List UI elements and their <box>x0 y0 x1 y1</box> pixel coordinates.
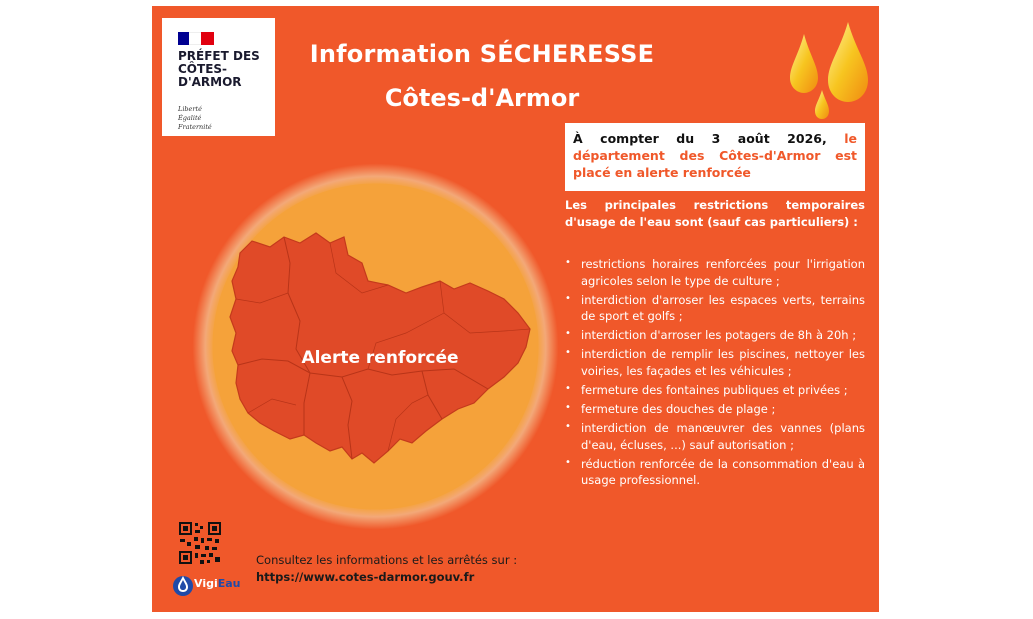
bullet-icon: • <box>565 347 571 359</box>
list-item: • interdiction d'arroser les espaces verts, terrains de sport et golfs ; <box>565 292 865 324</box>
bullet-icon: • <box>565 456 571 468</box>
restrictions-list <box>565 256 865 491</box>
consult-info <box>256 552 526 586</box>
water-drops-icon <box>784 20 874 120</box>
qr-code-icon[interactable] <box>178 521 222 565</box>
bullet-icon: • <box>565 421 571 433</box>
consult-text: Consultez les informations et les arrêtés sur : <box>256 553 518 567</box>
notice-status: le département des Côtes-d'Armor est placé en alerte renforcée <box>573 131 857 180</box>
restrictions-intro: Les principales restrictions temporaires d'usage de l'eau sont (sauf cas particuliers) : <box>565 198 865 229</box>
republic-motto: Liberté Égalité Fraternité <box>178 105 212 131</box>
list-item: • interdiction d'arroser les potagers de 8h à 20h ; <box>565 328 857 343</box>
notice-date: À compter du 3 août 2026, <box>573 131 827 146</box>
drought-poster <box>152 6 879 612</box>
bullet-icon: • <box>565 292 571 304</box>
list-item: • interdiction de remplir les piscines, nettoyer les voiries, les façades et les véhicules ; <box>565 347 865 378</box>
poster-title: Information SÉCHERESSE <box>309 40 655 68</box>
bullet-icon: • <box>565 257 571 268</box>
list-item: • restrictions horaires renforcées pour l'irrigation agricoles selon le type de culture ; <box>565 257 865 288</box>
prefecture-link[interactable]: https://www.cotes-darmor.gouv.fr <box>256 570 475 584</box>
alert-notice-box <box>565 123 865 191</box>
prefecture-name: PRÉFET DES CÔTES-D'ARMOR <box>178 49 260 89</box>
bullet-icon: • <box>565 401 571 413</box>
map-alert-label: Alerte renforcée <box>301 348 459 368</box>
bullet-icon: • <box>565 328 571 340</box>
poster-subtitle: Côtes-d'Armor <box>384 84 580 112</box>
list-item: • fermeture des fontaines publiques et privées ; <box>565 382 848 397</box>
list-item: • interdiction de manœuvrer des vannes (plans d'eau, écluses, ...) sauf autorisation ; <box>565 421 865 452</box>
alert-map-circle <box>192 163 559 530</box>
prefecture-logo <box>162 18 275 136</box>
list-item: • réduction renforcée de la consommation d'eau à usage professionnel. <box>565 456 865 488</box>
vigieau-logo-text: VigiEau <box>194 577 241 590</box>
list-item: • fermeture des douches de plage ; <box>565 401 776 416</box>
marianne-flag-icon <box>178 30 214 43</box>
bullet-icon: • <box>565 382 571 394</box>
